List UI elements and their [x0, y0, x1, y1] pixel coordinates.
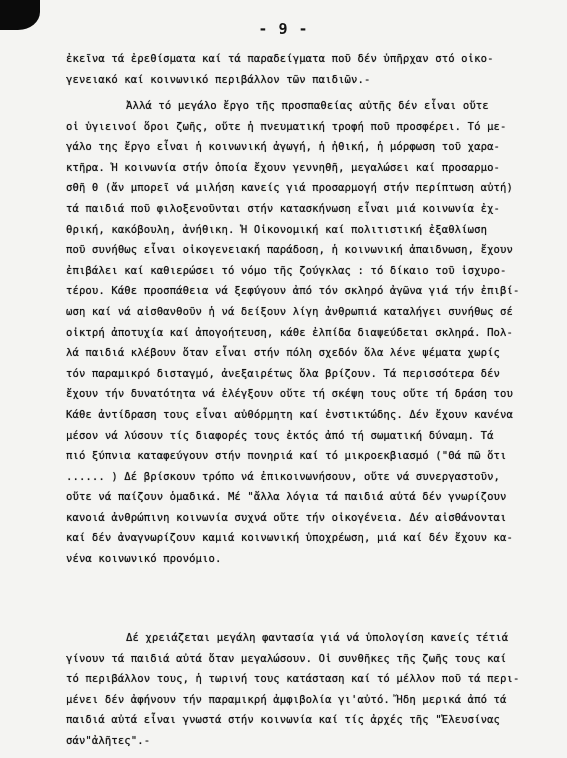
text-line: ποῦ συνήθως εἶναι οἰκογενειακή παράδοση, ἡ κοινωνική ἀπαιδνωση, ἔχουν	[66, 244, 513, 257]
text-line: λά παιδιά κλέβουν ὅταν εἶναι στήν πόλη σχεδόν ὅλα λένε ψέματα χωρίς	[66, 347, 501, 360]
text-line: οὔτε νά παίζουν ὁμαδικά. Μέ "ἄλλα λόγια τά παιδιά αὐτά δέν γνωρίζουν	[66, 491, 507, 504]
text-line: Κάθε ἀντίδραση τους εἶναι αὐθόρμητη καί ἐνστικτώδης. Δέν ἔχουν κανένα	[66, 408, 513, 421]
text-line: Δέ χρειάζεται μεγάλη φαντασία γιά νά ὑπολογίση κανείς τέτιά	[126, 632, 509, 644]
text-line: καί δέν ἀναγνωρίζουν καμιά κοινωνική ὑποχρέωση, μιά καί δέν ἔχουν κα-	[66, 532, 513, 545]
text-line: γενειακό καί κοινωνικό περιβάλλον τῶν παιδιῶν.-	[66, 73, 371, 86]
paragraph-1	[66, 49, 556, 90]
text-line: τόν παραμικρό δισταγμό, ἀνεξαιρέτως ὅλα βρίζουν. Τά περισσότερα δέν	[66, 367, 501, 380]
text-line: γίνουν τά παιδιά αὐτά ὅταν μεγαλώσουν. Οἱ συνθῆκες τῆς ζωῆς τους καί	[66, 652, 507, 665]
text-line: οἱ ὑγιεινοί ὅροι ζωῆς, οὔτε ἡ πνευματική τροφή ποῦ προσφέρει. Τό με-	[66, 120, 507, 133]
page-number: - 9 -	[258, 20, 309, 38]
text-line: ἔχουν τήν δυνατότητα νά ἐλέγξουν οὔτε τή σκέψη τους οὔτε τή δράση του	[66, 388, 513, 401]
text-line: σθῆ θ (ἄν μπορεῖ νά μιλήση κανείς γιά προσαρμογή στήν περίπτωση αὐτή)	[66, 182, 513, 195]
text-line: τέρου. Κάθε προσπάθεια νά ξεφύγουν ἀπό τόν σκληρό ἀγῶνα γιά τήν ἐπιβί-	[66, 285, 520, 298]
text-line: Ἀλλά τό μεγάλο ἔργο τῆς προσπαθείας αὐτῆς δέν εἶναι οὔτε	[126, 100, 489, 112]
text-line: ...... ) Δέ βρίσκουν τρόπο νά ἐπικοινωνήσουν, οὔτε νά συνεργαστοῦν,	[66, 470, 501, 483]
text-line: τό περιβάλλον τους, ἡ τωρινή τους κατάσταση καί τό μέλλον ποῦ τά περι-	[66, 673, 520, 686]
text-line: παιδιά αὐτά εἶναι γνωστά στήν κοινωνία καί τίς ἀρχές τῆς "Ἐλευσίνας	[66, 714, 501, 727]
text-line: οἰκτρή ἀποτυχία καί ἀπογοήτευση, κάθε ἐλπίδα διαψεύδεται σκληρά. Πολ-	[66, 326, 513, 339]
text-line: ἐκεῖνα τά ἐρεθίσματα καί τά παραδείγματα ποῦ δέν ὑπῆρχαν στό οἰκο-	[66, 53, 494, 65]
text-line: σάν"ἀλῆτες".-	[66, 734, 151, 747]
text-line: θρική, κακόβουλη, ἀνήθικη. Ἡ Οἰκονομική καί πολιτιστική ἐξαθλίωση	[66, 223, 488, 236]
text-line: τά παιδιά ποῦ φιλοξενοῦνται στήν κατασκήνωση εἶναι μιά κοινωνία ἐχ-	[66, 202, 501, 215]
text-line: νένα κοινωνικό προνόμιο.	[66, 553, 222, 566]
text-line: γάλο της ἔργο εἶναι ἡ κοινωνική ἀγωγή, ἡ ἠθική, ἡ μόρφωση τοῦ χαρα-	[66, 141, 501, 154]
text-line: ωση καί νά αἰσθανθοῦν ἡ νά δείξουν λίγη ἀνθρωπιά καταλήγει συνήθως σέ	[66, 305, 513, 318]
paragraph-3	[66, 628, 556, 752]
text-line: μένει δέν ἀφήνουν τήν παραμικρή ἀμφιβολία γι'αὐτό. Ἤδη μερικά ἀπό τά	[66, 693, 507, 706]
text-line: πιό ξύπνια καταφεύγουν στήν πονηριά καί τό μικροεκβιασμό ("Θά πῶ ὅτι	[66, 450, 507, 463]
text-line: μέσον νά λύσουν τίς διαφορές τους ἐκτός ἀπό τή σωματική δύναμη. Τά	[66, 429, 494, 442]
text-line: ἐπιβάλει καί καθιερώσει τό νόμο τῆς ζούγκλας : τό δίκαιο τοῦ ἰσχυρο-	[66, 264, 507, 277]
text-line: κανοιά ἀνθρώπινη κοινωνία συχνά οὔτε τήν οἰκογένεια. Δέν αἰσθάνονται	[66, 511, 507, 524]
text-line: κτῆρα. Ἡ κοινωνία στήν ὁποία ἔχουν γεννηθῆ, μεγαλώσει καί προσαρμο-	[66, 161, 501, 174]
paragraph-2	[66, 96, 556, 570]
